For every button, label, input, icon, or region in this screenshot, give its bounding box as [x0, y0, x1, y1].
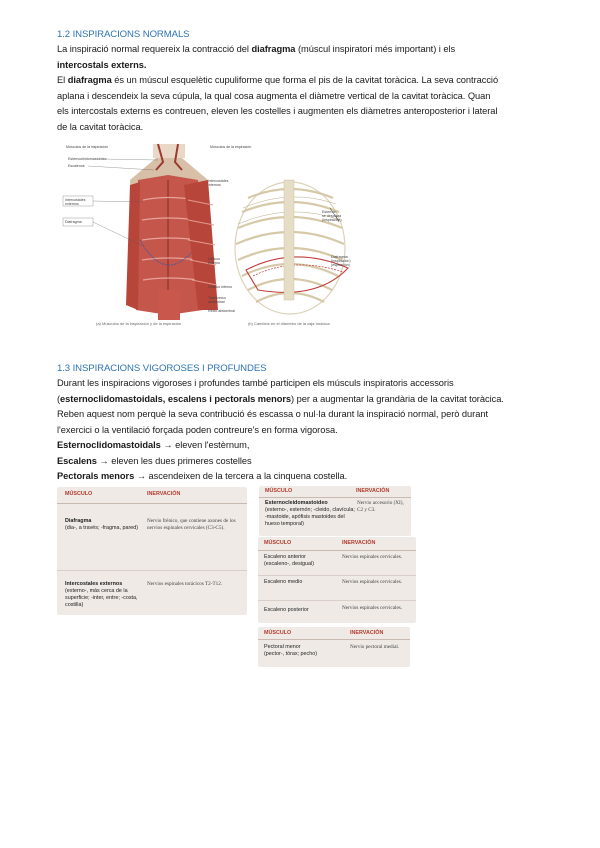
muscle-name: Escaleno anterior: [264, 554, 306, 560]
muscle-desc: (dia-, a través; -fragma, pared): [65, 525, 139, 531]
muscle-cell: [264, 579, 342, 586]
table-row: [258, 576, 416, 601]
muscle-name: Diafragma: [65, 518, 92, 524]
table-header: [259, 486, 411, 498]
figure-caption-left: (a) Músculos de la inspiración y de la espiración: [96, 321, 182, 326]
bold-term: Esternoclidomastoidals: [57, 440, 161, 450]
table-row: [259, 498, 411, 536]
column-header-muscle: MÚSCULO: [264, 540, 292, 546]
text-run: La inspiració normal requereix la contracció del: [57, 44, 252, 54]
text-run: és un múscul esquelètic cupuliforme que forma el pis de la cavitat toràcica. La seva contracció: [111, 75, 499, 85]
column-header-muscle: MÚSCULO: [65, 491, 93, 497]
figure-label: Esternón: [322, 210, 337, 214]
figure-label: internos: [208, 183, 221, 187]
section-heading-normal: 1.2 INSPIRACIONS NORMALS: [57, 29, 190, 40]
text-line: Reben aquest nom perquè la seva contribució és escassa o nul·la durant la inspiració normal, però durant: [57, 409, 488, 419]
innervation-cell: Nervio pectoral medial.: [350, 644, 400, 650]
text-run: El: [57, 75, 68, 85]
innervation-cell: Nervios espinales torácicos T2-T12.: [147, 581, 223, 587]
paragraph-normal-2: [57, 73, 557, 135]
paragraph-vigorous: [57, 376, 557, 485]
muscle-cell: [264, 607, 342, 614]
bold-term: Pectorals menors: [57, 471, 135, 481]
figure-caption-right: (b) Cambios en el diámetro de la caja torácica: [248, 321, 330, 326]
figure-label: Transverso: [208, 296, 226, 300]
innervation-cell: Nervio frénico, que contiene axones de los nervios espinales cervicales (C3-C5).: [147, 518, 236, 531]
figure-label: externo: [208, 261, 220, 265]
figure-label: externos: [65, 202, 79, 206]
column-header-muscle: MÚSCULO: [264, 630, 292, 636]
column-header-innervation: INERVACIÓN: [147, 491, 181, 497]
text-line: l'exercici o la ventilació forçada poden contreure's en forma vigorosa.: [57, 424, 338, 435]
column-header-innervation: INERVACIÓN: [350, 630, 384, 636]
text-run: → eleven les dues primeres costelles: [96, 455, 252, 466]
paragraph-normal-1: [57, 42, 557, 73]
innervation-cell: Nervios espinales cervicales.: [342, 605, 403, 611]
text-run: → ascendeixen de la tercera a la cinquena costella.: [134, 471, 348, 481]
muscle-cell: [264, 554, 342, 568]
figure-label: Escalenos: [68, 164, 85, 168]
table-row: [57, 504, 247, 571]
figure-label: Diafragma: [331, 255, 348, 259]
innervation-cell: Nervio accesorio (XI), C2 y C3.: [357, 500, 404, 513]
table-row: [57, 571, 247, 615]
table-header: [57, 487, 247, 504]
figure-label: se desplaza: [322, 214, 342, 218]
figure-label: Músculos de la espiración: [210, 145, 252, 149]
figure-label: Intercostales: [208, 179, 229, 183]
muscle-desc: (escaleno-, desigual): [264, 561, 315, 567]
bold-term: intercostals externs.: [57, 59, 147, 70]
muscle-cell: [65, 518, 145, 532]
muscle-table-scalenes: [258, 537, 416, 623]
figure-label: abdominal: [208, 300, 225, 304]
text-line: aplana i descendeix la seva cúpula, la qual cosa augmenta el diàmetre vertical de la cavitat toràcica. Quan: [57, 90, 491, 101]
bold-term: diafragma: [67, 75, 112, 85]
text-run: (múscul inspiratori més important) i els: [295, 44, 456, 54]
muscle-name: Pectoral menor: [264, 644, 301, 650]
muscle-table-diaphragm: [57, 487, 247, 615]
muscle-cell: [265, 500, 357, 528]
figure-label: Oblicuo interno: [208, 285, 233, 289]
muscle-name: Esternocleidomastoideo: [265, 500, 328, 506]
table-row: [258, 551, 416, 576]
table-row: [258, 601, 416, 625]
muscle-name: Escaleno medio: [264, 579, 303, 585]
muscle-desc: (esterno-, esternón; -cleido, clavícula; -mastoide, apófisis mastoides del hueso temporal): [265, 507, 355, 527]
column-header-innervation: INERVACIÓN: [356, 488, 390, 494]
table-header: [258, 537, 416, 551]
muscle-desc: (externo-, más cerca de la superficie; -inter, entre; -costa, costilla): [65, 588, 138, 608]
column-header-innervation: INERVACIÓN: [342, 540, 376, 546]
figure-label: Recto abdominal: [208, 309, 235, 313]
innervation-cell: Nervios espinales cervicales.: [342, 554, 403, 560]
text-run: (: [57, 393, 61, 404]
column-header-muscle: MÚSCULO: [265, 488, 293, 494]
text-run: ) per a augmentar la grandària de la cavitat toràcica.: [291, 393, 504, 404]
figure-label: (inspiración): [322, 218, 342, 222]
figure-label: Oblicuo: [208, 257, 221, 261]
text-line: Durant les inspiracions vigoroses i profundes també participen els músculs inspiratoris accessoris: [57, 378, 454, 388]
figure-label: Esternocleidomastoideo: [68, 157, 107, 161]
text-run: → eleven l'estèrnum,: [160, 440, 250, 450]
table-header: [258, 627, 410, 640]
figure-label: Diafragma: [65, 220, 82, 224]
muscle-desc: (pector-, tórax; pecho): [264, 651, 318, 657]
rib-cage-illustration: [235, 180, 351, 326]
bold-term: diafragma: [251, 44, 296, 54]
section-heading-vigorous: 1.3 INSPIRACIONS VIGOROSES I PROFUNDES: [57, 363, 267, 374]
bold-term: esternoclidomastoidals, escalens i pectorals menors: [60, 393, 292, 404]
breathing-muscles-figure: [58, 140, 358, 335]
muscle-table-sternocleidomastoid: [259, 486, 411, 536]
figure-label: Músculos de la inspiración: [66, 145, 109, 149]
figure-label: (inspiración): [331, 259, 351, 263]
muscle-name: Escaleno posterior: [264, 607, 309, 613]
figure-label: (espiración): [331, 263, 350, 267]
table-row: [258, 640, 410, 666]
text-line: de la cavitat toràcica.: [57, 121, 144, 132]
muscle-table-pectoralis-minor: [258, 627, 410, 667]
text-line: els intercostals externs es contreuen, eleven les costelles i augmenten els diàmetres anteroposterior i lateral: [57, 106, 498, 116]
figure-label: Intercostales: [65, 198, 86, 202]
muscle-name: Intercostales externos: [65, 581, 123, 587]
innervation-cell: Nervios espinales cervicales.: [342, 579, 403, 585]
bold-term: Escalens: [57, 455, 97, 466]
muscle-cell: [65, 581, 145, 609]
muscle-cell: [264, 644, 350, 658]
